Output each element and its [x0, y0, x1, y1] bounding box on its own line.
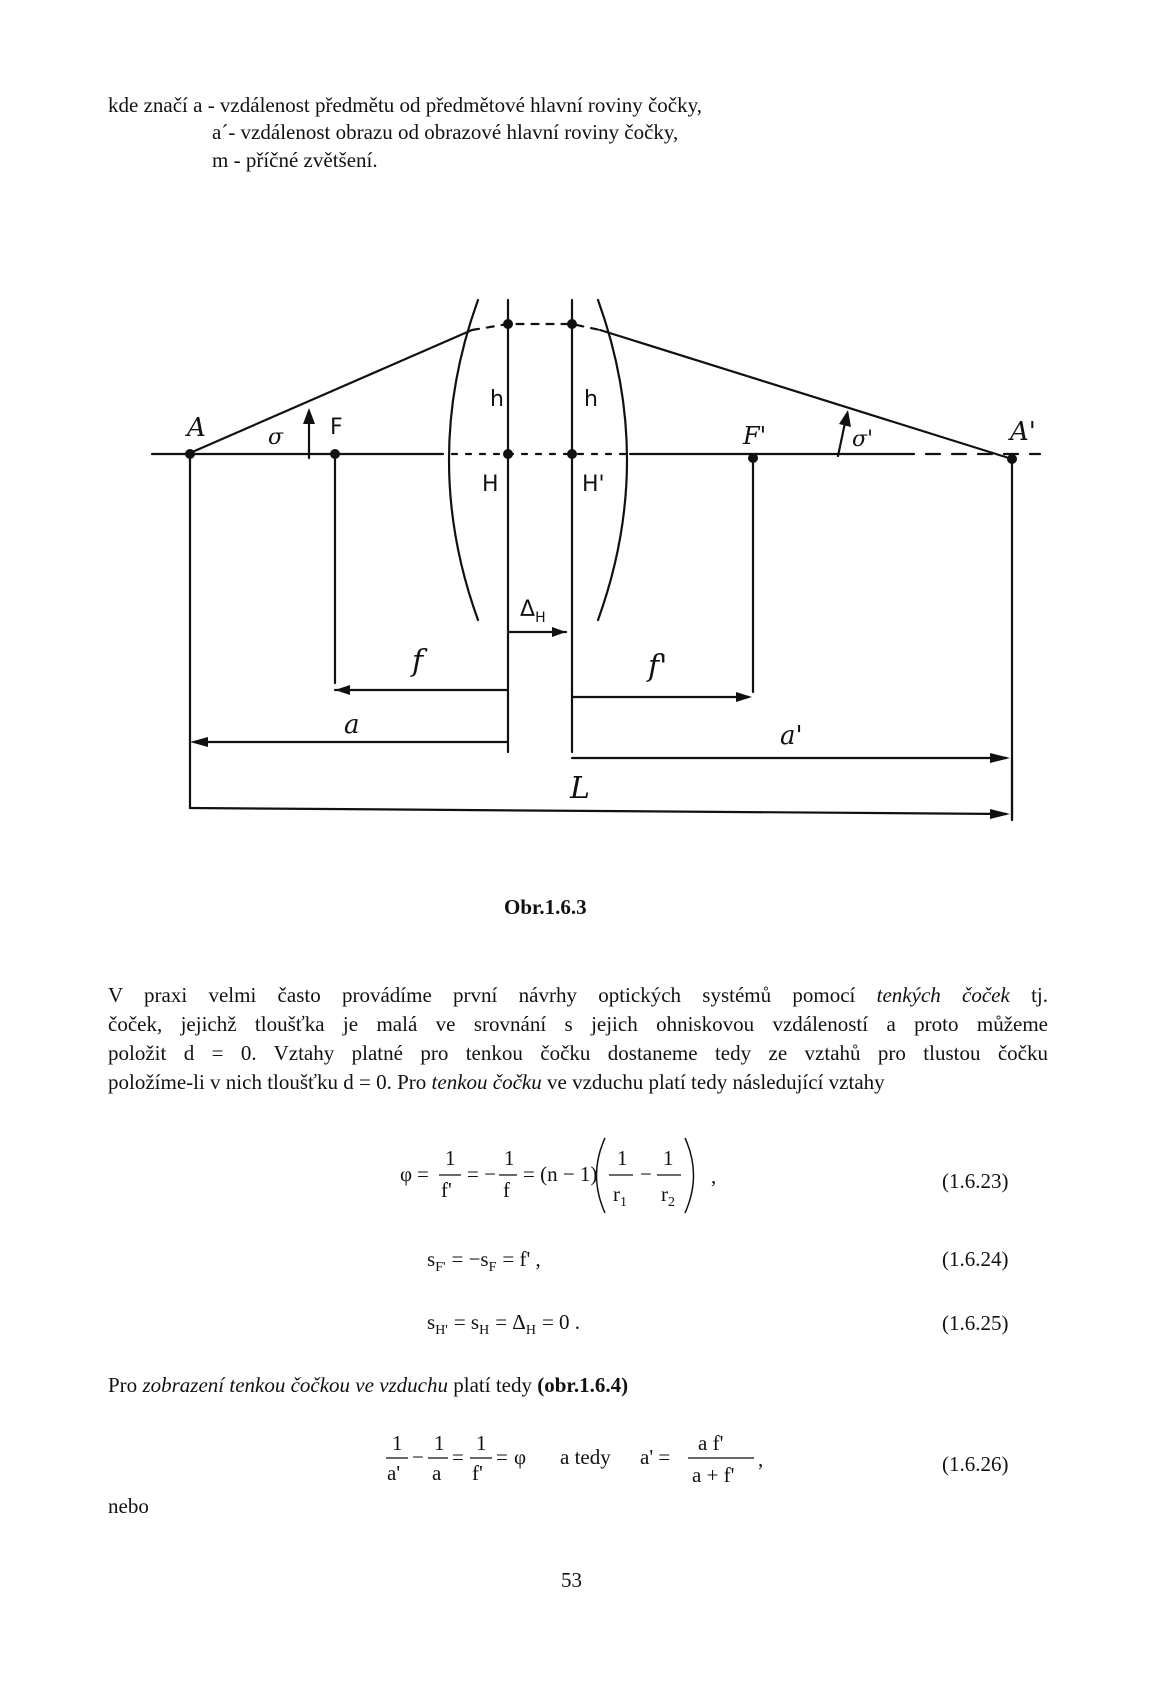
label-f-prime-point: F' — [743, 422, 767, 450]
svg-text:a + f': a + f' — [692, 1463, 735, 1487]
svg-text:f: f — [503, 1178, 510, 1202]
point-f-marker — [330, 449, 340, 459]
label-sigma-prime: σ' — [852, 427, 874, 452]
equation-number-1-6-23: (1.6.23) — [942, 1169, 1009, 1193]
ray-h-prime-marker — [567, 319, 577, 329]
lens-front-surface — [449, 300, 478, 620]
ray-image-side — [600, 330, 1012, 459]
equation-number-1-6-26: (1.6.26) — [942, 1452, 1009, 1476]
svg-text:sF'= −sF= f' ,: $s_{F'} = -s_F = f'$ , — [427, 1247, 541, 1275]
intro-line-1: kde značí a - vzdálenost předmětu od předmětové hlavní roviny čočky, — [108, 93, 703, 117]
point-a-marker — [185, 449, 195, 459]
svg-text:=: = — [417, 1162, 429, 1186]
svg-text:1: 1 — [663, 1146, 674, 1170]
intro-line-2: a´- vzdálenost obrazu od obrazové hlavní roviny čočky, — [212, 120, 679, 144]
svg-text:φ: φ — [400, 1162, 413, 1186]
label-f-point: F — [330, 415, 343, 440]
svg-text:a' =: a' = — [640, 1445, 671, 1469]
svg-text:sH'= sH= ΔH= 0 .: $s_{H'} = s_H = \Delta_H = 0$ . — [427, 1310, 581, 1338]
page-number: 53 — [561, 1568, 582, 1592]
label-a-point: A — [187, 413, 206, 443]
equation-1-6-24 — [425, 1240, 645, 1280]
label-h-right: h — [584, 387, 598, 412]
svg-text:φ: φ — [514, 1445, 527, 1469]
ray-h-marker — [503, 319, 513, 329]
equation-1-6-23 — [395, 1125, 775, 1225]
svg-text:r2: $r_2$ — [661, 1182, 675, 1210]
word-nebo: nebo — [108, 1494, 149, 1518]
svg-text:1: 1 — [617, 1146, 628, 1170]
svg-text:r1: $r_1$ — [613, 1182, 627, 1210]
svg-text:1: 1 — [392, 1431, 403, 1455]
equation-1-6-25 — [425, 1303, 665, 1343]
ray-inside-lens — [472, 324, 600, 330]
arrowhead-a — [190, 737, 208, 747]
point-f-prime-marker — [748, 453, 758, 463]
svg-text:= (n − 1): = (n − 1) — [523, 1162, 598, 1186]
paragraph-line-3: položit d = 0. Vztahy platné pro tenkou čočku dostaneme tedy ze vztahů pro tlustou čočku — [108, 1041, 1048, 1065]
svg-text:=: = — [452, 1445, 464, 1469]
svg-text:−: − — [412, 1445, 424, 1469]
svg-text:a': a' — [387, 1461, 401, 1485]
intro-line-3: m - příčné zvětšení. — [212, 148, 378, 172]
label-h-left: h — [490, 387, 504, 412]
dim-l — [190, 808, 1006, 814]
label-a-prime-dimension: a' — [780, 721, 803, 751]
svg-text:1: 1 — [476, 1431, 487, 1455]
svg-text:f': f' — [441, 1178, 452, 1202]
paragraph-line-1: V praxi velmi často provádíme první návrhy optických systémů pomocí tenkých čoček tj. — [108, 983, 1048, 1007]
lens-back-surface — [598, 300, 627, 620]
svg-text:1: 1 — [434, 1431, 445, 1455]
paragraph-line-2: čoček, jejichž tloušťka je malá ve srovnání s jejich ohniskovou vzdáleností a proto můžeme — [108, 1012, 1048, 1036]
svg-text:a tedy: a tedy — [560, 1445, 611, 1469]
paragraph-thin-lens-imaging: Pro zobrazení tenkou čočkou ve vzduchu platí tedy (obr.1.6.4) — [108, 1373, 629, 1397]
equation-1-6-26 — [382, 1420, 782, 1500]
svg-text:= −: = − — [467, 1162, 496, 1186]
arrowhead-a-prime — [990, 753, 1010, 763]
svg-text:f': f' — [472, 1461, 483, 1485]
svg-text:,: , — [711, 1164, 717, 1188]
label-a-dimension: a — [344, 710, 360, 740]
arrowhead-delta-h — [552, 627, 566, 637]
label-h-prime-plane: H' — [582, 472, 605, 497]
label-f-dimension: f — [412, 644, 424, 679]
label-f-prime-dimension: f' — [648, 649, 668, 684]
figure-caption: Obr.1.6.3 — [504, 895, 587, 919]
equation-number-1-6-24: (1.6.24) — [942, 1247, 1009, 1271]
svg-text:,: , — [758, 1447, 764, 1471]
svg-text:a f': a f' — [698, 1431, 724, 1455]
point-h-prime-marker — [567, 449, 577, 459]
label-h-plane: H — [482, 472, 499, 497]
label-a-prime-point: A' — [1010, 417, 1036, 447]
arrowhead-sigma-prime — [839, 410, 851, 427]
label-l-dimension: L — [570, 771, 590, 806]
svg-text:1: 1 — [504, 1146, 515, 1170]
label-delta: $\Delta_H$ — [520, 597, 546, 626]
arrowhead-sigma — [303, 408, 315, 424]
point-h-marker — [503, 449, 513, 459]
svg-text:=: = — [496, 1445, 508, 1469]
arrowhead-l — [990, 809, 1010, 819]
paragraph-line-4: položíme-li v nich tloušťku d = 0. Pro tenkou čočku ve vzduchu platí tedy následující vztahy — [108, 1070, 885, 1094]
arrowhead-f — [335, 685, 350, 695]
svg-text:1: 1 — [445, 1146, 456, 1170]
svg-text:−: − — [640, 1162, 652, 1186]
arrowhead-f-prime — [736, 692, 752, 702]
label-sigma: σ — [268, 425, 284, 450]
equation-number-1-6-25: (1.6.25) — [942, 1311, 1009, 1335]
svg-text:a: a — [432, 1461, 442, 1485]
point-a-prime-marker — [1007, 454, 1017, 464]
